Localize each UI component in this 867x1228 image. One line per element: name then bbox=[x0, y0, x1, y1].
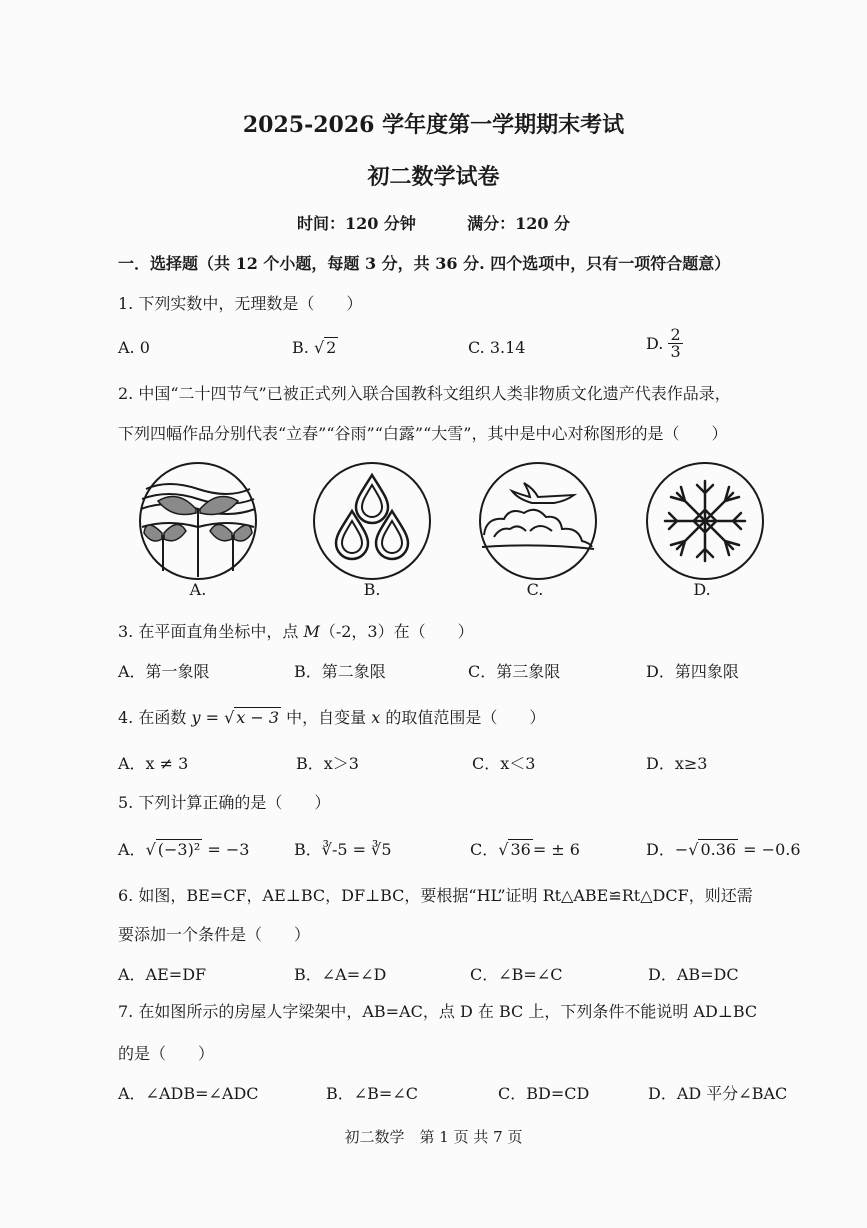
question-6-option-b: B．∠A=∠D bbox=[294, 965, 387, 984]
time-label: 时间：120 分钟 bbox=[296, 214, 416, 233]
question-4-stem: 4. 在函数 y = √ x − 3 中，自变量 x 的取值范围是（ ） bbox=[118, 708, 546, 727]
question-6-option-d: D．AB=DC bbox=[648, 965, 739, 984]
question-7-option-c: C．BD=CD bbox=[498, 1084, 590, 1103]
figure-caption-c: C. bbox=[526, 580, 544, 599]
question-7-option-b: B．∠B=∠C bbox=[326, 1084, 418, 1103]
figure-bailu bbox=[478, 461, 598, 581]
question-5-option-d: D．−√ 0.36 = −0.6 bbox=[646, 840, 801, 859]
question-3-stem: 3. 在平面直角坐标中，点 M（-2，3）在（ ） bbox=[118, 622, 474, 641]
question-7-option-a: A．∠ADB=∠ADC bbox=[118, 1084, 259, 1103]
figure-caption-a: A. bbox=[189, 580, 207, 599]
exam-subtitle: 初二数学试卷 bbox=[367, 164, 500, 190]
score-label: 满分：120 分 bbox=[467, 214, 571, 233]
section-heading: 一．选择题（共 12 个小题，每题 3 分，共 36 分. 四个选项中，只有一项符合题意） bbox=[118, 254, 731, 273]
question-3-option-a: A．第一象限 bbox=[118, 662, 210, 681]
question-1-option-d: D. $\frac{2}{3}$ bbox=[646, 325, 681, 361]
question-6-stem-line2: 要添加一个条件是（ ） bbox=[118, 925, 311, 944]
exam-meta bbox=[0, 211, 867, 234]
question-2-stem-line1: 2. 中国“二十四节气”已被正式列入联合国教科文组织人类非物质文化遗产代表作品录， bbox=[118, 384, 731, 403]
question-3-option-d: D．第四象限 bbox=[646, 662, 739, 681]
figure-caption-d: D. bbox=[693, 580, 711, 599]
question-4-option-b: B．x＞3 bbox=[296, 754, 359, 773]
question-1-option-c: C. 3.14 bbox=[468, 338, 526, 357]
question-4-option-c: C．x＜3 bbox=[472, 754, 536, 773]
question-7-option-d: D．AD 平分∠BAC bbox=[648, 1084, 788, 1103]
question-5-stem: 5. 下列计算正确的是（ ） bbox=[118, 793, 331, 812]
question-1-option-a: A. 0 bbox=[118, 338, 150, 357]
question-6-stem-line1: 6. 如图，BE=CF，AE⊥BC，DF⊥BC，要根据“HL”证明 Rt△ABE≌Rt△DCF，则还需 bbox=[118, 886, 753, 905]
exam-title: 2025-2026 学年度第一学期期末考试 bbox=[242, 112, 625, 138]
question-7-stem-line2: 的是（ ） bbox=[118, 1044, 215, 1063]
question-2-stem-line2: 下列四幅作品分别代表“立春”“谷雨”“白露”“大雪”，其中是中心对称图形的是（ ） bbox=[118, 424, 728, 443]
question-6-option-a: A．AE=DF bbox=[118, 965, 207, 984]
question-1-option-b: B. √ 2 bbox=[292, 338, 337, 357]
question-1-stem: 1. 下列实数中，无理数是（ ） bbox=[118, 294, 363, 313]
question-5-option-c: C．√ 36 = ± 6 bbox=[470, 840, 580, 859]
figure-caption-b: B. bbox=[363, 580, 381, 599]
figure-guyu bbox=[312, 461, 432, 581]
question-7-stem-line1: 7. 在如图所示的房屋人字梁架中，AB=AC，点 D 在 BC 上，下列条件不能说明 AD⊥BC bbox=[118, 1002, 758, 1021]
figure-lichun bbox=[138, 461, 258, 581]
question-4-option-d: D．x≥3 bbox=[646, 754, 708, 773]
question-6-option-c: C．∠B=∠C bbox=[470, 965, 563, 984]
page-footer: 初二数学 第 1 页 共 7 页 bbox=[344, 1128, 523, 1146]
question-5-option-b: B．∛-5 = ∛5 bbox=[294, 840, 392, 859]
question-3-option-b: B．第二象限 bbox=[294, 662, 386, 681]
question-5-option-a: A．√ (−3)² = −3 bbox=[118, 840, 250, 859]
figure-daxue bbox=[645, 461, 765, 581]
question-3-option-c: C．第三象限 bbox=[468, 662, 561, 681]
question-4-option-a: A．x ≠ 3 bbox=[118, 754, 189, 773]
